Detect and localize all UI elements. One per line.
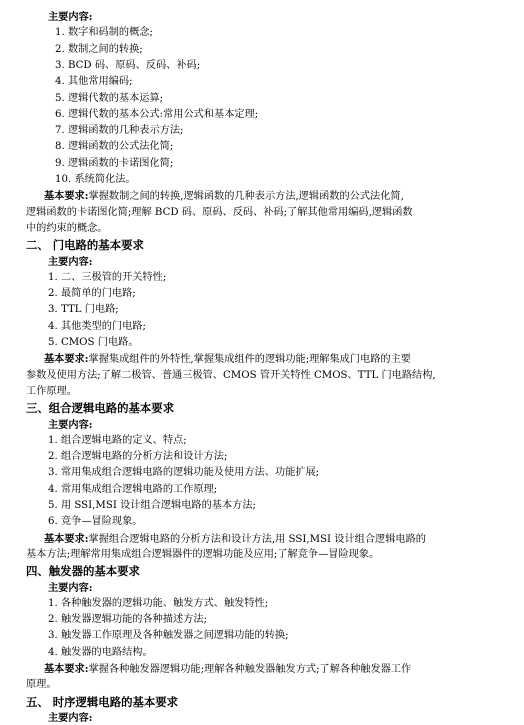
main-content-label: 主要内容: xyxy=(48,712,93,724)
basic-requirements-line xyxy=(44,189,404,203)
basic-requirements-text: 掌握组合逻辑电路的分析方法和设计方法,用 SSI,MSI 设计组合逻辑电路的 xyxy=(88,534,426,545)
basic-requirements-label: 基本要求: xyxy=(44,190,89,202)
list-item: 8. 逻辑函数的公式法化简; xyxy=(55,141,174,152)
list-item: 4. 其他类型的门电路; xyxy=(48,321,146,332)
basic-requirements-text: 掌握集成组件的外特性,掌握集成组件的逻辑功能;理解集成门电路的主要 xyxy=(88,354,411,365)
list-item: 1. 各种触发器的逻辑功能、触发方式、触发特性; xyxy=(48,598,269,609)
list-item: 3. TTL 门电路; xyxy=(48,304,119,315)
list-item: 1. 数字和码制的概念; xyxy=(55,27,153,38)
main-content-label: 主要内容: xyxy=(48,419,93,431)
main-content-label: 主要内容: xyxy=(48,11,93,23)
list-item: 1. 组合逻辑电路的定义、特点; xyxy=(48,435,187,446)
basic-requirements-text: 掌握各种触发器逻辑功能;理解各种触发器触发方式;了解各种触发器工作 xyxy=(88,664,412,675)
list-item: 1. 二、三极管的开关特性; xyxy=(48,272,167,283)
main-content-label: 主要内容: xyxy=(48,582,93,594)
list-item: 3. 触发器工作原理及各种触发器之间逻辑功能的转换; xyxy=(48,630,289,641)
list-item: 2. 触发器逻辑功能的各种描述方法; xyxy=(48,614,208,625)
basic-requirements-line xyxy=(44,352,411,366)
section-heading: 二、 门电路的基本要求 xyxy=(26,238,144,252)
section-heading: 四、触发器的基本要求 xyxy=(26,564,140,578)
list-item: 5. 逻辑代数的基本运算; xyxy=(55,93,164,104)
basic-requirements-text: 原理。 xyxy=(26,679,57,690)
basic-requirements-text: 工作原理。 xyxy=(26,386,77,397)
list-item: 4. 其他常用编码; xyxy=(55,76,133,87)
basic-requirements-line xyxy=(44,532,426,546)
main-content-label: 主要内容: xyxy=(48,256,93,268)
list-item: 9. 逻辑函数的卡诺图化简; xyxy=(55,158,174,169)
list-item: 6. 逻辑代数的基本公式:常用公式和基本定理; xyxy=(55,109,259,120)
list-item: 4. 触发器的电路结构。 xyxy=(48,647,153,658)
basic-requirements-text: 参数及使用方法;了解二极管、普通三极管、CMOS 管开关特性 CMOS、TTL 门电路结构, xyxy=(26,370,436,381)
basic-requirements-text: 中的约束的概念。 xyxy=(26,223,108,234)
section-heading: 三、组合逻辑电路的基本要求 xyxy=(26,401,175,415)
basic-requirements-line xyxy=(44,662,411,676)
list-item: 2. 组合逻辑电路的分析方法和设计方法; xyxy=(48,451,228,462)
list-item: 5. 用 SSI,MSI 设计组合逻辑电路的基本方法; xyxy=(48,500,256,511)
section-heading: 五、 时序逻辑电路的基本要求 xyxy=(26,695,179,709)
basic-requirements-label: 基本要求: xyxy=(44,353,89,365)
list-item: 3. 常用集成组合逻辑电路的逻辑功能及使用方法、功能扩展; xyxy=(48,467,320,478)
basic-requirements-text: 逻辑函数的卡诺图化简;理解 BCD 码、原码、反码、补码;了解其他常用编码,逻辑函数 xyxy=(26,207,413,218)
basic-requirements-label: 基本要求: xyxy=(44,533,89,545)
list-item: 5. CMOS 门电路。 xyxy=(48,337,139,348)
list-item: 3. BCD 码、原码、反码、补码; xyxy=(55,60,201,71)
list-item: 7. 逻辑函数的几种表示方法; xyxy=(55,125,184,136)
list-item: 4. 常用集成组合逻辑电路的工作原理; xyxy=(48,484,218,495)
list-item: 10. 系统简化法。 xyxy=(55,174,136,185)
list-item: 2. 最简单的门电路; xyxy=(48,288,136,299)
basic-requirements-label: 基本要求: xyxy=(44,663,89,675)
list-item: 2. 数制之间的转换; xyxy=(55,44,143,55)
basic-requirements-text: 基本方法;理解常用集成组合逻辑器件的逻辑功能及应用;了解竞争—冒险现象。 xyxy=(26,549,380,560)
basic-requirements-text: 掌握数制之间的转换,逻辑函数的几种表示方法,逻辑函数的公式法化简, xyxy=(88,191,404,202)
list-item: 6. 竞争—冒险现象。 xyxy=(48,516,143,527)
